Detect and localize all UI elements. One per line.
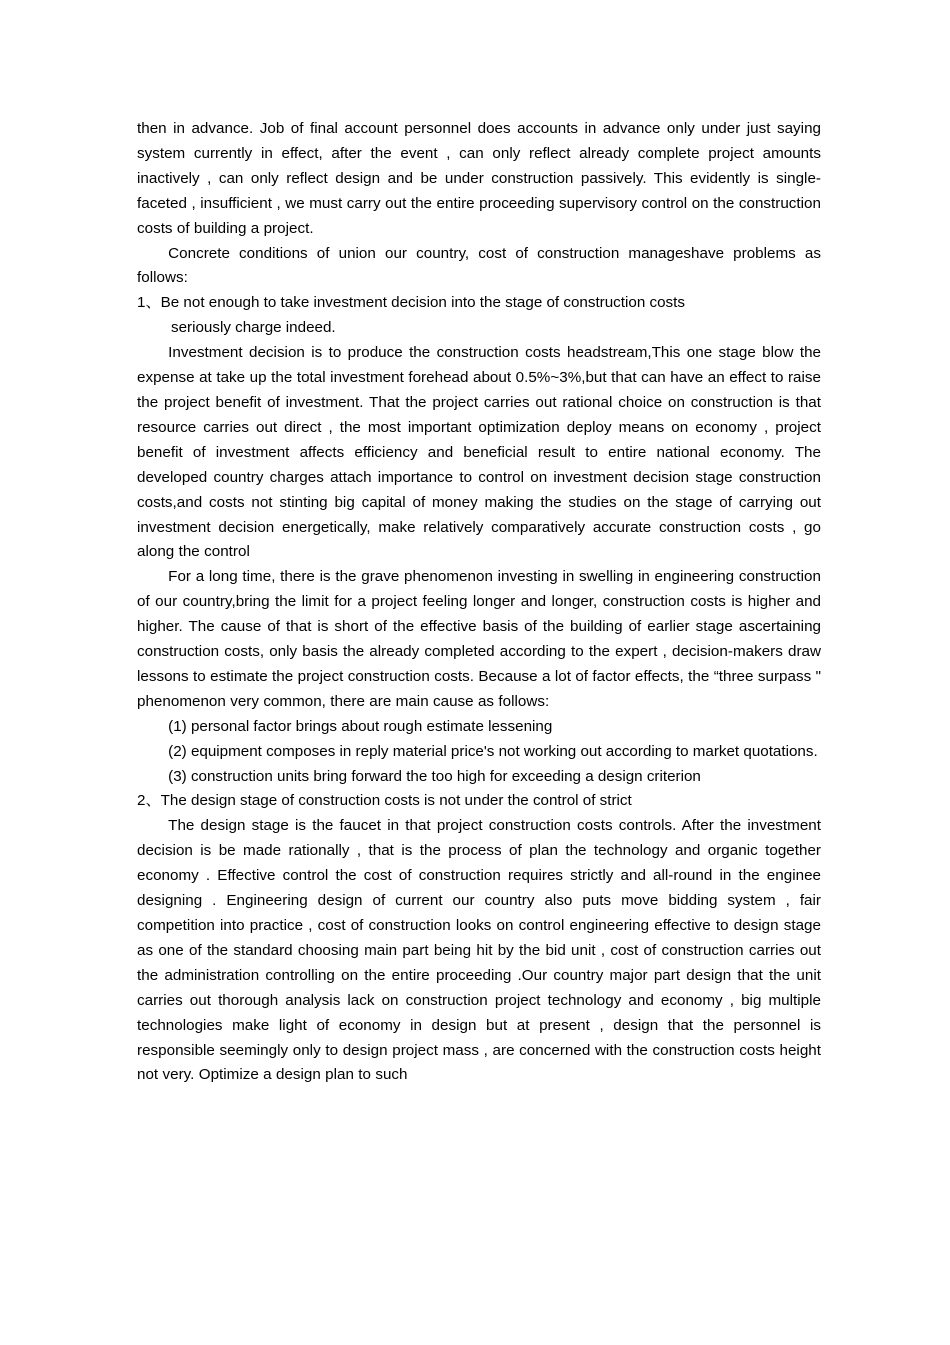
sub-item-2: (2) equipment composes in reply material price's not working out according to market quotations. bbox=[168, 742, 818, 760]
paragraph-continuation: then in advance. Job of final account personnel does accounts in advance only under just saying system currently in effect, after the event , can only reflect already complete project amounts inactively , can only reflect design and be under construction passively. This evidently is single-faceted , insufficient , we must carry out the entire proceeding supervisory control on the construction costs of building a project. bbox=[137, 120, 821, 237]
sub-item-1: (1) personal factor brings about rough estimate lessening bbox=[168, 717, 553, 735]
paragraph-investment-decision: Investment decision is to produce the construction costs headstream,This one stage blow the expense at take up the total investment forehead about 0.5%~3%,but that can have an effect to raise the project benefit of investment. That the project carries out rational choice on construction is that resource carries out direct , the most important optimization deploy means on economy , project benefit of investment affects efficiency and beneficial result to entire national economy. The developed country charges attach importance to control on investment decision stage construction costs,and costs not stinting big capital of money making the studies on the stage of carrying out investment decision energetically, make relatively comparatively accurate construction costs , go along the control bbox=[137, 344, 821, 561]
paragraph-for-a-long-time: For a long time, there is the grave phenomenon investing in swelling in engineering construction of our country,bring the limit for a project feeling longer and longer, construction costs is higher and higher. The cause of that is short of the effective basis of the building of earlier stage ascertaining construction costs, only basis the already completed according to the expert , decision-makers draw lessons to estimate the project construction costs. Because a lot of factor effects, the “three surpass " phenomenon very common, there are main cause as follows: bbox=[137, 568, 821, 710]
numbered-item-2-text: The design stage of construction costs is not under the control of strict bbox=[160, 792, 632, 810]
paragraph-design-stage: The design stage is the faucet in that project construction costs controls. After the investment decision is be made rationally , that is the process of plan the technology and organic together economy . Effective control the cost of construction requires strictly and all-round in the enginee designing . Engineering design of current our country also puts move bidding system , fair competition into practice , cost of construction looks on control engineering effective to design stage as one of the standard choosing main part being hit by the bid unit , cost of construction carries out the administration controlling on the entire proceeding .Our country major part design that the unit carries out thorough analysis lack on construction project technology and economy , big multiple technologies make light of economy in design but at present , design that the personnel is responsible seemingly only to design project mass , are concerned with the construction costs height not very. Optimize a design plan to such bbox=[137, 817, 821, 1084]
paragraph-concrete-conditions: Concrete conditions of union our country, cost of construction manageshave problems as follows: bbox=[137, 244, 821, 287]
numbered-item-1-line1 bbox=[137, 291, 821, 316]
numbered-item-1-line2: seriously charge indeed. bbox=[171, 319, 336, 337]
numbered-item-2 bbox=[137, 789, 821, 814]
numbered-item-1 bbox=[137, 291, 821, 341]
numbered-item-1-text: Be not enough to take investment decision into the stage of construction costs bbox=[160, 294, 685, 312]
numbered-item-1-marker: 1、 bbox=[137, 294, 161, 312]
numbered-item-2-marker: 2、 bbox=[137, 792, 161, 810]
text-column bbox=[137, 117, 821, 1088]
sub-item-3: (3) construction units bring forward the too high for exceeding a design criterion bbox=[168, 767, 701, 785]
